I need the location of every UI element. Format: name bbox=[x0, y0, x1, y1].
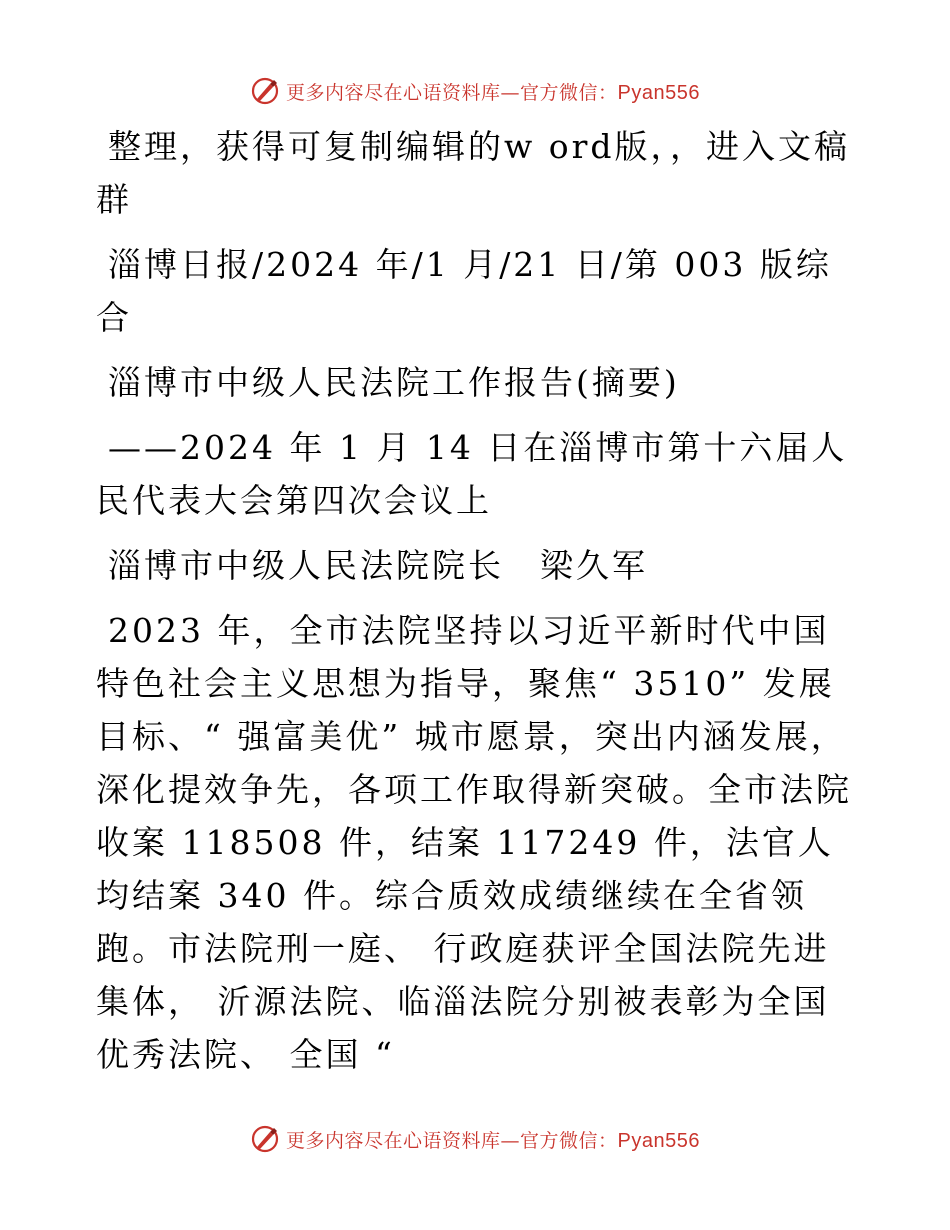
watermark-text: 更多内容尽在心语资料库—官方微信：Pyan556 bbox=[286, 81, 700, 104]
intro-note: 整理，获得可复制编辑的w ord版，，进入文稿群 bbox=[96, 127, 851, 219]
document-body bbox=[96, 120, 856, 1093]
footer-watermark bbox=[0, 1119, 950, 1159]
report-subtitle: ——2024 年 1 月 14 日在淄博市第十六届人民代表大会第四次会议上 bbox=[96, 428, 848, 520]
report-title: 淄博市中级人民法院工作报告(摘要) bbox=[108, 363, 680, 402]
body-paragraph: 2023 年，全市法院坚持以习近平新时代中国特色社会主义思想为指导，聚焦“ 3510” 发展目标、“ 强富美优” 城市愿景，突出内涵发展，深化提效争先，各项工作取得新突破。全市法院收案 118508 件，结案 117249 件，法官人均结案 340 件。综合质效成绩继续在全省领跑。市法院刑一庭、 行政庭获评全国法院先进集体， 沂源法院、临淄法院分别被表彰为全国优秀法院、 全国 “ bbox=[96, 611, 852, 1074]
pen-logo-icon bbox=[250, 76, 280, 106]
pen-logo-icon bbox=[250, 1124, 280, 1154]
watermark-text: 更多内容尽在心语资料库—官方微信：Pyan556 bbox=[286, 1129, 700, 1152]
source-line: 淄博日报/2024 年/1 月/21 日/第 003 版综合 bbox=[96, 245, 832, 337]
header-watermark bbox=[0, 71, 950, 111]
report-author: 淄博市中级人民法院院长 梁久军 bbox=[108, 546, 648, 585]
